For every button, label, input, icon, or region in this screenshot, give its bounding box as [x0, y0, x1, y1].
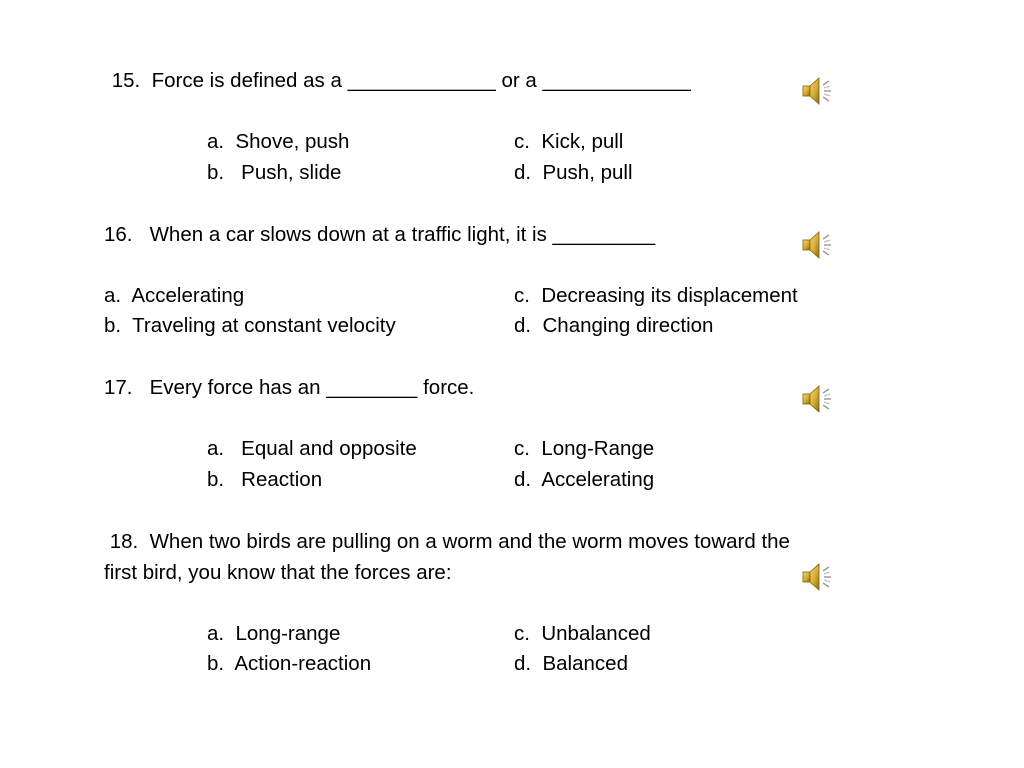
option-a: a. Equal and opposite [207, 437, 417, 460]
option-d: d. Accelerating [514, 468, 655, 491]
question-stem-line-2: first bird, you know that the forces are: [104, 561, 452, 584]
option-c: c. Unbalanced [514, 622, 651, 645]
speaker-icon[interactable] [800, 228, 834, 262]
speaker-icon[interactable] [800, 74, 834, 108]
option-b: b. Action-reaction [207, 652, 372, 675]
question-stem: 15. Force is defined as a _____________ or a _____________ [106, 69, 691, 92]
option-c: c. Decreasing its displacement [514, 284, 798, 307]
option-c: c. Long-Range [514, 437, 655, 460]
option-d: d. Balanced [514, 652, 628, 675]
question-stem: 17. Every force has an ________ force. [104, 376, 475, 399]
speaker-icon[interactable] [800, 382, 834, 416]
option-a: a. Accelerating [104, 284, 245, 307]
option-d: d. Push, pull [514, 161, 633, 184]
question-stem: 16. When a car slows down at a traffic light, it is _________ [104, 223, 656, 246]
option-a: a. Long-range [207, 622, 341, 645]
option-c: c. Kick, pull [514, 130, 624, 153]
option-b: b. Traveling at constant velocity [104, 314, 396, 337]
option-a: a. Shove, push [207, 130, 350, 153]
option-b: b. Reaction [207, 468, 323, 491]
option-d: d. Changing direction [514, 314, 714, 337]
option-b: b. Push, slide [207, 161, 342, 184]
speaker-icon[interactable] [800, 560, 834, 594]
question-stem-line-1: 18. When two birds are pulling on a worm and the worm moves toward the [104, 530, 790, 553]
